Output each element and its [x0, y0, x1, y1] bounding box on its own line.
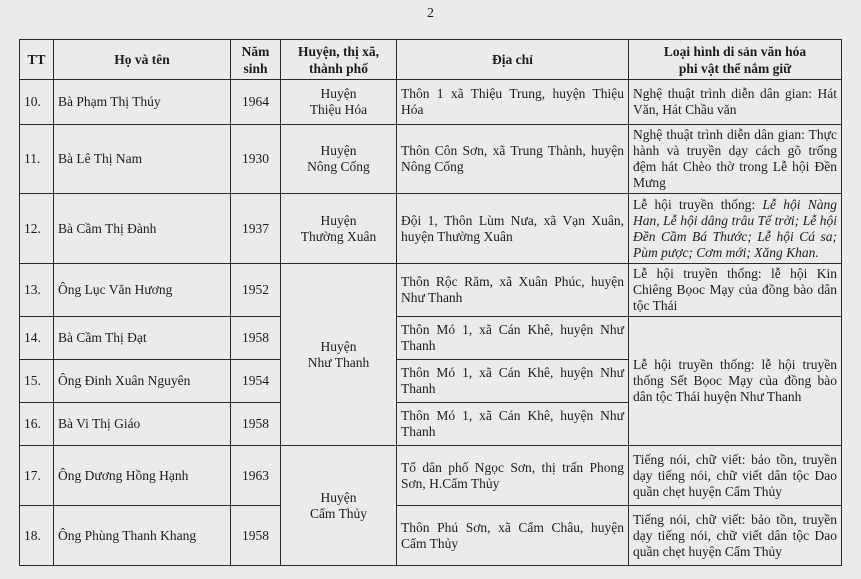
address: Thôn Phú Sơn, xã Cẩm Châu, huyện Cẩm Thủy — [397, 506, 629, 566]
birth-year: 1958 — [231, 317, 281, 360]
address: Thôn 1 xã Thiệu Trung, huyện Thiệu Hóa — [397, 80, 629, 125]
district-line1: Huyện — [320, 143, 357, 158]
table-row — [20, 194, 842, 264]
heritage-holders-table — [19, 39, 842, 566]
district-line1: Huyện — [320, 338, 357, 354]
district-line1: Huyện — [320, 489, 357, 505]
table-row — [20, 506, 842, 566]
heritage-type: Tiếng nói, chữ viết: bảo tồn, truyền dạy tiếng nói, chữ viết dân tộc Dao quần chẹt huyện Cẩm Thủy — [629, 446, 842, 506]
person-name: Bà Cầm Thị Đạt — [54, 317, 231, 360]
district-line2: Như Thanh — [307, 354, 370, 370]
address: Đội 1, Thôn Lùm Nưa, xã Vạn Xuân, huyện Thường Xuân — [397, 194, 629, 264]
page-number: 2 — [427, 6, 434, 21]
header-district — [281, 40, 397, 80]
heritage-type — [629, 194, 842, 264]
row-number: 12. — [20, 194, 54, 264]
district-line1: Huyện — [320, 212, 357, 228]
district-line1: Huyện — [320, 86, 357, 101]
table-row — [20, 80, 842, 125]
district — [281, 80, 397, 125]
address: Thôn Mó 1, xã Cán Khê, huyện Như Thanh — [397, 317, 629, 360]
person-name: Bà Vi Thị Giáo — [54, 403, 231, 446]
district-nhu-thanh — [281, 264, 397, 446]
district-line2: Nông Cống — [307, 159, 370, 174]
birth-year: 1958 — [231, 403, 281, 446]
row-number: 14. — [20, 317, 54, 360]
person-name: Bà Cầm Thị Đành — [54, 194, 231, 264]
district-line2: Thường Xuân — [300, 228, 377, 244]
header-address: Địa chỉ — [397, 40, 629, 80]
district-line2: Cẩm Thủy — [309, 505, 368, 521]
person-name: Bà Lê Thị Nam — [54, 125, 231, 194]
row-number: 11. — [20, 125, 54, 194]
header-year-line1: Năm — [241, 43, 270, 59]
birth-year: 1958 — [231, 506, 281, 566]
person-name: Ông Đinh Xuân Nguyên — [54, 360, 231, 403]
header-year-line2: sinh — [243, 60, 268, 76]
district-cam-thuy — [281, 446, 397, 566]
header-heritage-type — [629, 40, 842, 80]
district — [281, 125, 397, 194]
heritage-type-plain: Lễ hội truyền thống: — [633, 196, 763, 212]
heritage-type-italic: Lễ hội Nàng Han, Lễ hội dâng trâu Tế trời; Lễ hội Đền Cầm Bá Thước; Lễ hội Cá sa; Pùm pược; Cơm mới; Xăng Khan. — [633, 196, 837, 260]
heritage-type: Lễ hội truyền thống: lễ hội Kin Chiêng Bọoc Mạy của đồng bào dân tộc Thái — [629, 264, 842, 317]
birth-year: 1964 — [231, 80, 281, 125]
birth-year: 1937 — [231, 194, 281, 264]
heritage-type: Nghệ thuật trình diễn dân gian: Thực hành và truyền dạy cách gõ trống đệm hát Chèo thờ trong Lễ hội Đền Mưng — [629, 125, 842, 194]
header-name: Họ và tên — [54, 40, 231, 80]
birth-year: 1930 — [231, 125, 281, 194]
header-district-line2: thành phố — [309, 60, 368, 76]
header-type-line1: Loại hình di sản văn hóa — [663, 43, 807, 59]
birth-year: 1963 — [231, 446, 281, 506]
row-number: 13. — [20, 264, 54, 317]
person-name: Ông Dương Hồng Hạnh — [54, 446, 231, 506]
row-number: 15. — [20, 360, 54, 403]
table-row — [20, 446, 842, 506]
heritage-type-merged: Lễ hội truyền thống: lễ hội truyền thống Sết Bọoc Mạy của đồng bào dân tộc Thái huyện Như Thanh — [629, 317, 842, 446]
address: Thôn Côn Sơn, xã Trung Thành, huyện Nông Cống — [397, 125, 629, 194]
heritage-type: Nghệ thuật trình diễn dân gian: Hát Văn, Hát Chầu văn — [629, 80, 842, 125]
row-number: 17. — [20, 446, 54, 506]
person-name: Ông Phùng Thanh Khang — [54, 506, 231, 566]
address: Thôn Rộc Răm, xã Xuân Phúc, huyện Như Thanh — [397, 264, 629, 317]
birth-year: 1954 — [231, 360, 281, 403]
person-name: Ông Lục Văn Hương — [54, 264, 231, 317]
heritage-type: Tiếng nói, chữ viết: bảo tồn, truyền dạy tiếng nói, chữ viết dân tộc Dao quần chẹt huyện Cẩm Thủy — [629, 506, 842, 566]
header-district-line1: Huyện, thị xã, — [297, 43, 379, 59]
table-row — [20, 317, 842, 360]
header-row — [20, 40, 842, 80]
table-row — [20, 125, 842, 194]
birth-year: 1952 — [231, 264, 281, 317]
row-number: 10. — [20, 80, 54, 125]
row-number: 16. — [20, 403, 54, 446]
header-year — [231, 40, 281, 80]
header-tt: TT — [20, 40, 54, 80]
address: Thôn Mó 1, xã Cán Khê, huyện Như Thanh — [397, 360, 629, 403]
header-type-line2: phi vật thể nắm giữ — [678, 60, 792, 76]
address: Tổ dân phố Ngọc Sơn, thị trấn Phong Sơn, H.Cẩm Thủy — [397, 446, 629, 506]
district — [281, 194, 397, 264]
person-name: Bà Phạm Thị Thúy — [54, 80, 231, 125]
row-number: 18. — [20, 506, 54, 566]
address: Thôn Mó 1, xã Cán Khê, huyện Như Thanh — [397, 403, 629, 446]
table-row — [20, 264, 842, 317]
district-line2: Thiệu Hóa — [309, 102, 368, 117]
